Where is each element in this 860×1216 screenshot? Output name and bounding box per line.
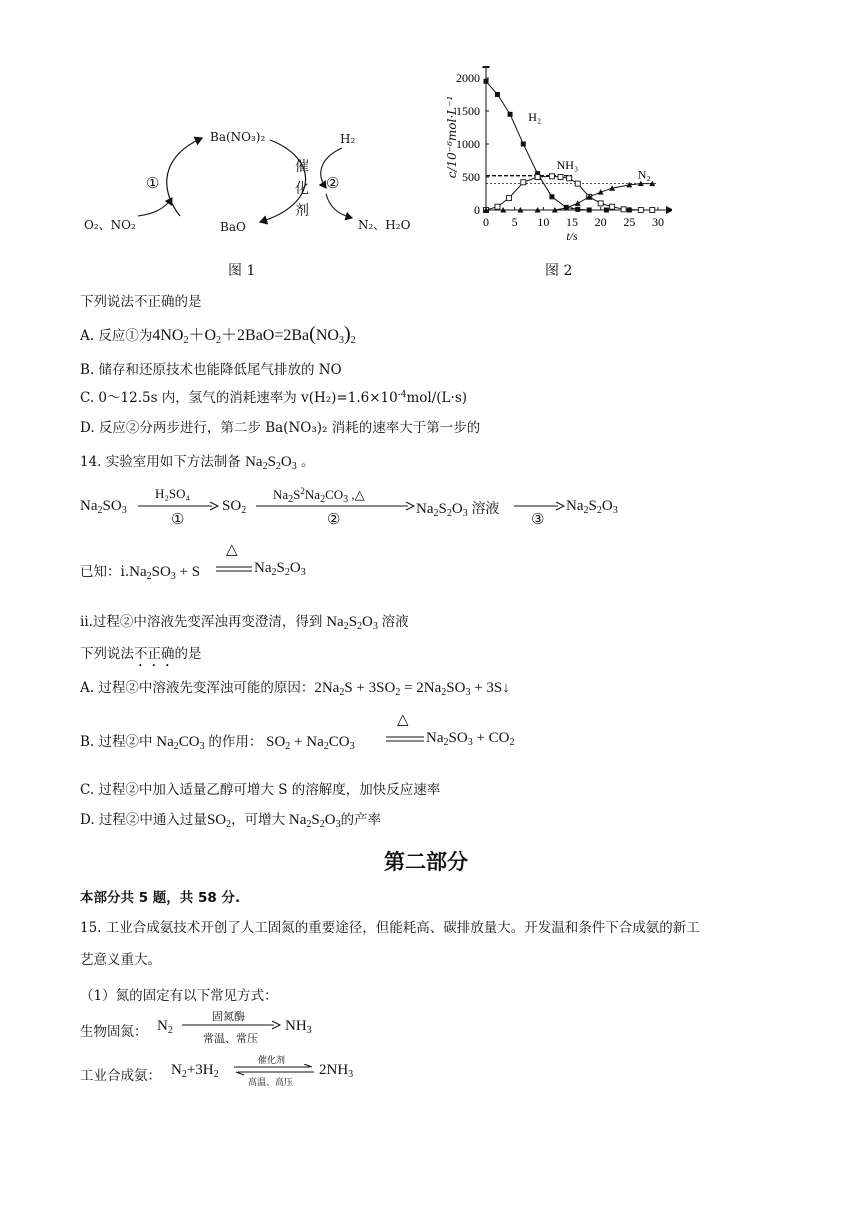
known-i-prefix: 已知：i. <box>80 564 130 580</box>
q14-option-d-text: D. 过程②中通入过量 <box>80 812 207 828</box>
y-tick-label: 2000 <box>456 71 480 85</box>
series-line <box>486 81 629 210</box>
q14-option-b-product: $Na_2SO_3 + CO_2$ <box>426 730 515 748</box>
q15-line-2: 艺意义重大。 <box>80 952 161 968</box>
cycle-arrow-1 <box>167 138 202 216</box>
x-tick-label: 25 <box>623 215 636 229</box>
industrial-arrow-top: 催化剂 <box>258 1056 286 1066</box>
figure-2-caption: 图 2 <box>545 263 573 279</box>
x-axis-label: t/s <box>566 229 578 243</box>
y-tick-label: 500 <box>462 170 480 184</box>
data-point <box>587 208 592 213</box>
q14-option-b-mid: 的作用： <box>208 734 263 750</box>
x-tick-label: 15 <box>566 215 578 229</box>
catalyst-char-1: 催 <box>295 159 309 175</box>
chart-ylabel: c/10⁻⁶mol·L⁻¹ <box>445 95 459 179</box>
x-tick-label: 10 <box>537 215 550 229</box>
bio-nh3: $NH_3$ <box>285 1018 312 1036</box>
series-label: NH₃ <box>556 158 579 173</box>
q13-option-c-text: C. 0～12.5s 内，氢气的消耗速率为 v(H₂)=1.6×10 <box>80 390 398 406</box>
data-point <box>598 201 603 206</box>
data-point <box>549 194 554 199</box>
q14-stem-2-a: 下列说法 <box>80 646 134 662</box>
figure-2-chart <box>432 66 672 266</box>
q13-option-d: D. 反应②分两步进行，第二步 Ba(NO₃)₂ 消耗的速率大于第一步的 <box>80 420 481 436</box>
known-ii-post: 溶液 <box>381 614 409 630</box>
catalyst-char-3: 剂 <box>295 203 309 219</box>
q14-option-d-post: 的产率 <box>340 812 382 828</box>
q13-stem: 下列说法不正确的是 <box>80 294 202 310</box>
data-point <box>484 79 489 84</box>
route-na2s2o3-solution: $Na_2S_2O_3$ 溶液 <box>416 501 500 519</box>
data-point <box>495 92 500 97</box>
bao-label: BaO <box>220 220 246 234</box>
q14-option-c: C. 过程②中加入适量乙醇可增大 S 的溶解度，加快反应速率 <box>80 782 441 798</box>
x-tick-label: 30 <box>652 215 664 229</box>
q14-option-a-text: A. 过程②中溶液先变浑浊可能的原因： <box>80 680 315 696</box>
known-i-delta: △ <box>226 542 238 558</box>
known-ii-text: ii.过程②中溶液先变浑浊再变澄清，得到 <box>80 614 323 630</box>
q14-option-b: B. 过程②中 $Na_2CO_3$ 的作用： $SO_2 + Na_2CO_3$ <box>80 734 355 752</box>
q14-option-b-equals <box>386 735 424 743</box>
q14-option-b-delta: △ <box>397 712 409 728</box>
bio-fixation-label: 生物固氮： <box>80 1024 148 1040</box>
bio-arrow-bottom: 常温、常压 <box>203 1032 258 1045</box>
y-tick-label: 1500 <box>456 104 480 118</box>
q13-option-a-text: A. 反应①为 <box>80 328 153 344</box>
x-tick-label: 0 <box>483 215 489 229</box>
q13-option-c-exp: -4 <box>397 390 407 400</box>
data-point <box>521 142 526 147</box>
data-point <box>508 112 513 117</box>
route-step2-num: ② <box>327 510 341 528</box>
route-na2so3: $Na_2SO_3$ <box>80 498 127 516</box>
q15-sub-1: （1）氮的固定有以下常见方式： <box>80 988 278 1004</box>
q14-stem-2 <box>80 642 202 670</box>
q15-line-1: 15. 工业合成氨技术开创了人工固氮的重要途径，但能耗高、碳排放量大。开发温和条件下合成氨的新工 <box>80 920 700 936</box>
known-i-product: $Na_2S_2O_3$ <box>254 560 306 578</box>
data-point <box>575 200 581 206</box>
q14-option-d: D. 过程②中通入过量$SO_2$，可增大 $Na_2S_2O_3$的产率 <box>80 812 382 830</box>
route-so2: $SO_2$ <box>222 498 247 516</box>
data-point <box>575 207 580 212</box>
part-2-summary: 本部分共 5 题，共 58 分. <box>80 890 241 906</box>
bio-arrow <box>182 1020 282 1030</box>
figure-1-caption: 图 1 <box>228 263 256 279</box>
x-tick-label: 20 <box>594 215 607 229</box>
q13-option-a: A. 反应①为$4NO_2+O_2+2BaO=2Ba(NO_3)_2$ <box>80 323 356 346</box>
route-solution-word: 溶液 <box>471 502 500 517</box>
data-point <box>610 204 615 209</box>
industrial-label: 工业合成氨： <box>80 1068 161 1084</box>
q13-option-c <box>80 386 467 406</box>
data-point <box>575 181 580 186</box>
data-point <box>495 204 500 209</box>
q14-stem-2-emphasis: 不正确 <box>134 646 175 662</box>
data-point <box>638 208 643 213</box>
step-2-label: ② <box>326 174 340 192</box>
data-point <box>521 180 526 185</box>
route-step1-num: ① <box>171 510 185 528</box>
route-step2-reagent: $Na_2S^2Na_2CO_3$ ,△ <box>273 486 365 505</box>
data-point <box>621 207 626 212</box>
q14-stem-text: 14. 实验室用如下方法制备 <box>80 454 241 470</box>
known-i-equals <box>216 565 252 573</box>
series-label: N₂ <box>637 167 651 182</box>
part-2-title: 第二部分 <box>384 850 468 874</box>
q14-stem-2-b: 的是 <box>174 646 202 662</box>
q14-option-a: A. 过程②中溶液先变浑浊可能的原因：$2Na_2S + 3SO_2 = 2Na_2SO_3$ + 3S↓ <box>80 680 510 698</box>
q14-option-d-mid: ，可增大 <box>231 812 286 828</box>
bio-arrow-top: 固氮酶 <box>212 1010 245 1023</box>
q14-stem: 14. 实验室用如下方法制备 $Na_2S_2O_3$ 。 <box>80 454 315 472</box>
catalyst-char-2: 化 <box>295 181 309 197</box>
reactants-label: O₂、NO₂ <box>84 218 136 232</box>
step-1-label: ① <box>146 174 160 192</box>
q13-option-c-unit: mol/(L·s) <box>406 390 468 406</box>
y-tick-label: 1000 <box>456 137 480 151</box>
x-tick-label: 5 <box>511 215 518 229</box>
q14-option-b-text: B. 过程②中 <box>80 734 153 750</box>
data-point <box>558 175 563 180</box>
industrial-reactants: $N_2+3H_2$ <box>171 1062 219 1080</box>
series-line <box>486 176 652 210</box>
data-point <box>506 196 511 201</box>
products-label: N₂、H₂O <box>358 218 411 232</box>
route-na2s2o3-product: $Na_2S_2O_3$ <box>566 498 618 516</box>
y-tick-label: 0 <box>474 203 480 217</box>
ba-no3-label: Ba(NO₃)₂ <box>210 130 266 144</box>
industrial-arrow-bottom: 高温、高压 <box>248 1078 294 1088</box>
known-i: 已知：$i.Na_2SO_3 + S$ <box>80 564 201 582</box>
industrial-product: $2NH_3$ <box>319 1062 354 1080</box>
bio-n2: $N_2$ <box>157 1018 173 1036</box>
product-arrow <box>326 194 352 218</box>
data-point <box>549 174 554 179</box>
route-step3-num: ③ <box>531 510 545 528</box>
data-point <box>535 175 540 180</box>
reactant-arrow <box>138 198 172 216</box>
known-ii: ii.过程②中溶液先变浑浊再变澄清，得到 $Na_2S_2O_3$ 溶液 <box>80 614 409 632</box>
route-step1-reagent: H₂SO₄ <box>155 486 191 501</box>
data-point <box>604 208 609 213</box>
h2-label: H₂ <box>340 132 356 146</box>
q13-option-b: B. 储存和还原技术也能降低尾气排放的 NO <box>80 362 342 378</box>
data-point <box>650 208 655 213</box>
data-point <box>567 176 572 181</box>
series-label: H₂ <box>528 109 542 124</box>
